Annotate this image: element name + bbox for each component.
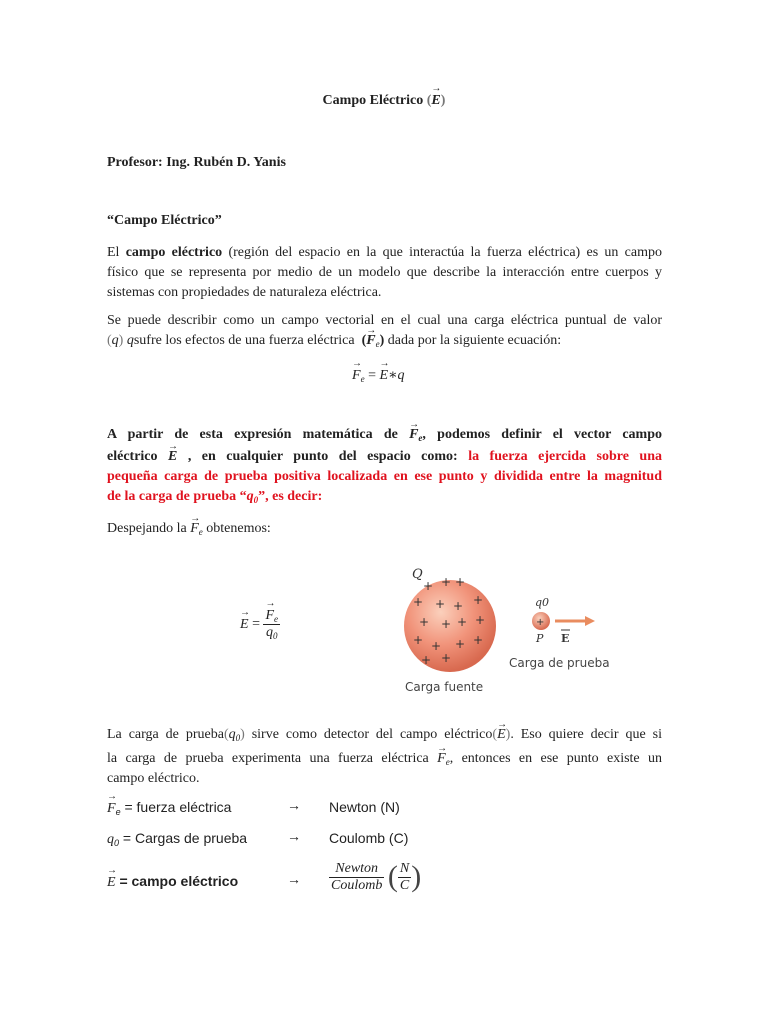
source-charge-caption: Carga fuente — [405, 680, 484, 694]
field-arrow-head — [585, 616, 595, 626]
paragraph-1-line-2: físico que se representa por medio de un modelo que describe la interacción entre cuerpos y — [107, 265, 662, 280]
svg-text:+: + — [423, 579, 434, 593]
title-symbol: → E — [431, 93, 440, 109]
equation-force: → $F_e$ = → E∗q — [352, 367, 405, 384]
svg-text:+: + — [441, 617, 452, 631]
definition-field-arrow: → — [287, 873, 301, 888]
svg-text:+: + — [457, 615, 468, 629]
electric-field-figure — [395, 560, 635, 700]
paragraph-4: Despejando la → $F_e$ obtenemos: — [107, 519, 662, 542]
definition-test-charge-unit: Coulomb (C) — [329, 830, 409, 846]
paragraph-3-line-3: pequeña carga de prueba positiva localizada en ese punto y dividida entre la magnitud — [107, 469, 662, 484]
definition-force-unit: Newton (N) — [329, 799, 400, 815]
definition-test-charge-arrow: → — [287, 830, 301, 845]
paragraph-1-line-1: El campo eléctrico (región del espacio en la que interactúa la fuerza eléctrica) es un campo — [107, 245, 662, 260]
svg-text:+: + — [413, 595, 424, 609]
test-charge-plus: + — [536, 617, 545, 628]
svg-text:+: + — [441, 575, 452, 589]
page-title: Campo Eléctrico (→ E) — [0, 93, 768, 109]
test-charge-caption: Carga de prueba — [509, 656, 610, 670]
svg-text:+: + — [473, 593, 484, 607]
definition-force: → $F_e$ = fuerza eléctrica — [107, 799, 231, 817]
definition-force-arrow: → — [287, 799, 301, 814]
svg-text:+: + — [455, 637, 466, 651]
svg-text:+: + — [431, 639, 442, 653]
fraction: → $\frac{F_e}{q_0}$ — [263, 608, 280, 641]
svg-text:+: + — [453, 599, 464, 613]
paragraph-5-line-2: la carga de prueba experimenta una fuerza eléctrica → $F_e$, entonces en ese punto existe un — [107, 749, 662, 772]
svg-text:+: + — [441, 651, 452, 665]
definition-field: → E = campo eléctrico — [107, 873, 238, 891]
equation-field: → E = → $\frac{F_e}{q_0}$ — [240, 608, 280, 641]
field-label: E — [561, 632, 570, 645]
paragraph-1-line-3: sistemas con propiedades de naturaleza eléctrica. — [107, 285, 382, 300]
paragraph-3-line-1: A partir de esta expresión matemática de → $F_e$, podemos definir el vector campo — [107, 425, 662, 448]
paragraph-3-line-2: eléctrico → E , en cualquier punto del espacio como: la fuerza ejercida sobre una — [107, 447, 662, 467]
paragraph-5-line-1: La carga de $prueba(q_0)$ sirve como detector del campo eléctrico(→ E). Eso quiere decir que si — [107, 725, 662, 748]
svg-text:+: + — [475, 613, 486, 627]
svg-text:+: + — [419, 615, 430, 629]
paragraph-5-line-3: campo eléctrico. — [107, 771, 200, 786]
paragraph-3-line-4: de la carga de prueba “$q_0$”, es decir: — [107, 489, 323, 505]
paragraph-2-line-2: (q) qsufre los efectos de una fuerza eléctrica (→ $F_e$) dada por la siguiente ecuación: — [107, 331, 662, 354]
section-heading: “Campo Eléctrico” — [107, 213, 222, 228]
point-label: P — [536, 632, 544, 645]
definition-field-unit: $\frac{\text{Newton}}{\text{Coulomb}}$ ( $\frac{N}{C}$ ) — [331, 860, 422, 893]
paragraph-2-line-1: Se puede describir como un campo vectorial en el cual una carga eléctrica puntual de valor — [107, 313, 662, 328]
test-charge-label: q0 — [535, 596, 550, 609]
svg-text:+: + — [455, 575, 466, 589]
svg-text:+: + — [473, 633, 484, 647]
source-charge-label: Q — [412, 567, 423, 582]
svg-text:+: + — [413, 633, 424, 647]
svg-text:+: + — [421, 653, 432, 667]
professor-line: Profesor: Ing. Rubén D. Yanis — [107, 155, 286, 170]
svg-text:+: + — [435, 597, 446, 611]
definition-test-charge: $q_0$ = Cargas de prueba — [107, 830, 248, 848]
